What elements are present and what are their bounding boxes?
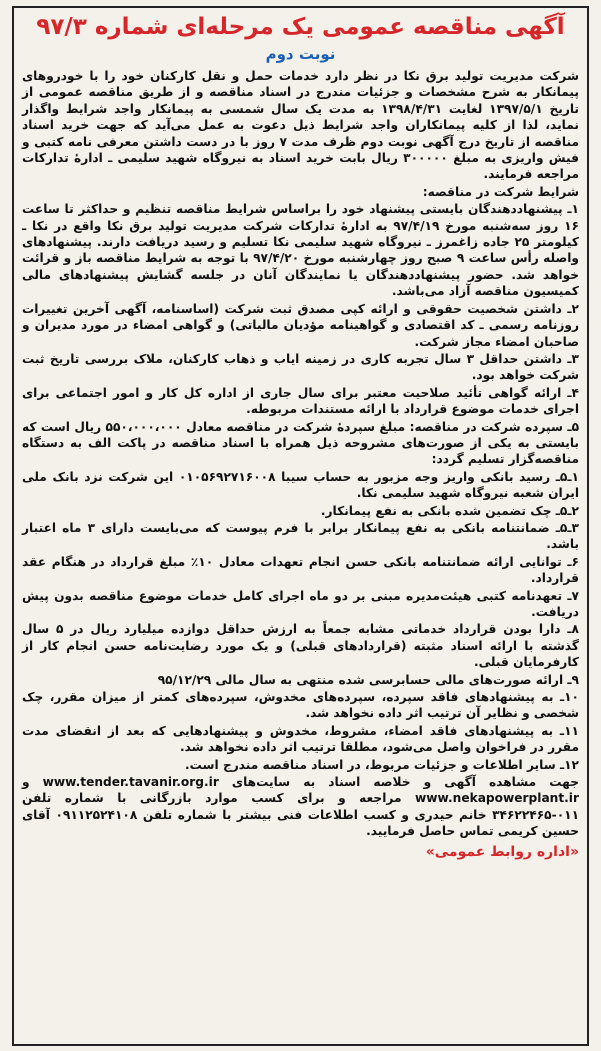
condition-item: ۱ـ۵ـ رسید بانکی واریز وجه مزبور به حساب سیبا ۰۱۰۵۶۹۲۷۱۶۰۰۸ این شرکت نزد بانک ملی ایران شعبه نیروگاه شهید سلیمی نکا. [22, 469, 579, 501]
website-link-neka[interactable]: www.nekapowerplant.ir [415, 791, 579, 806]
intro-text: در نظر دارد خدمات حمل و نقل کارکنان خود را با خودروهای پیمانکار به شرح مشخصات و جزئیات مندرج در اسناد مناقصه و از طریق مناقصه عمومی از تاریخ ۱۳۹۷/۵/۱ لغایت ۱۳۹۸/۴/۳۱ به مدت یک سال شمسی به پیمانکار واجد شرایط واگذار نماید، لذا از کلیه پیمانکاران واجد شرایط ذیل دعوت به عمل می‌آید که جهت خرید اسناد مناقصه از تاریخ درج آگهی نوبت دوم ظرف مدت ۷ روز با در دست داشتن معرفی نامه کتبی و فیش واریزی به مبلغ ۳۰۰۰۰۰ ریال بابت خرید اسناد به نیروگاه شهید سلیمی ـ ادارهٔ تدارکات مراجعه فرمایند. [22, 69, 579, 182]
condition-item: ۸ـ دارا بودن قرارداد خدماتی مشابه جمعاً به ارزش حداقل دوازده میلیارد ریال در ۵ سال گذشته با ارائه اسناد مثبته (قراردادهای قبلی) و یک مورد رضایت‌نامه حسن انجام کار از کارفرمایان قبلی. [22, 622, 579, 670]
advertisement-frame [12, 6, 589, 1046]
closing-paragraph: جهت مشاهده آگهی و خلاصه اسناد به سایت‌های www.tender.tavanir.org.ir و www.nekapowerplant.ir مراجعه و برای کسب موارد بازرگانی با شماره تلفن ۰۱۱-۳۴۶۲۲۴۶۵ خانم حیدری و کسب اطلاعات فنی بیشتر با شماره تلفن ۰۹۱۱۲۵۲۴۱۰۸ آقای حسین کریمی تماس حاصل فرمایید. [22, 775, 580, 839]
website-link-tender[interactable]: www.tender.tavanir.org.ir [42, 775, 219, 790]
condition-item: ۹ـ ارائه صورت‌های مالی حسابرسی شده منتهی به سال مالی ۹۵/۱۲/۲۹ [157, 672, 579, 687]
company-name: شرکت مدیریت تولید برق نکا [403, 69, 580, 83]
condition-item: ۵ـ سپرده شرکت در مناقصه: مبلغ سپردهٔ شرکت در مناقصه معادل ۵۵۰،۰۰۰،۰۰۰ ریال است که بایستی به یکی از صورت‌های مشروحه ذیل همراه با اسناد مناقصه در پاکت الف به دستگاه مناقصه‌گزار تسلیم گردد: [22, 419, 580, 467]
phone-number-technical: ۰۹۱۱۲۵۲۴۱۰۸ [55, 807, 138, 822]
closing-text-3: خانم حیدری و کسب اطلاعات فنی بیشتر با شماره تلفن [142, 807, 487, 822]
condition-item: ۳ـ۵ـ ضمانتنامه بانکی به نفع پیمانکار برابر با فرم پیوست که می‌بایست دارای ۳ ماه اعتبار باشد. [22, 520, 579, 552]
condition-item: ۳ـ داشتن حداقل ۳ سال تجربه کاری در زمینه ایاب و ذهاب کارکنان، ملاک بررسی تاریخ ثبت شرکت خواهد بود. [22, 351, 579, 383]
condition-item: ۱۱ـ به پیشنهادهای فاقد امضاء، مشروط، مخدوش و پیشنهادهایی که بعد از انقضای مدت مقرر در فراخوان واصل می‌شود، مطلقا ترتیب اثر داده نخواهد شد. [22, 723, 579, 755]
closing-text-1: جهت مشاهده آگهی و خلاصه اسناد به سایت‌های [231, 775, 579, 790]
page-title: آگهی مناقصه عمومی یک مرحله‌ای شماره ۹۷/۳ [36, 14, 565, 40]
condition-item: ۱۰ـ به پیشنهادهای فاقد سپرده، سپرده‌های مخدوش، سپرده‌های کمتر از میزان مقرر، چک شخصی و نظایر آن ترتیب اثر داده نخواهد شد. [22, 690, 579, 721]
condition-item: ۴ـ ارائه گواهی تأئید صلاحیت معتبر برای سال جاری از اداره کل کار و امور اجتماعی برای اجرای خدمات موضوع قرارداد با ارائه مستندات مربوطه. [22, 385, 579, 417]
signature: «اداره روابط عمومی» [425, 843, 579, 860]
condition-item: ۶ـ توانایی ارائه ضمانتنامه بانکی حسن انجام تعهدات معادل ۱۰٪ مبلغ قرارداد در هنگام عقد قرارداد. [22, 554, 579, 586]
condition-item: ۱ـ پیشنهاددهندگان بایستی پیشنهاد خود را براساس شرایط مناقصه تنظیم و حداکثر تا ساعت ۱۶ روز سه‌شنبه مورخ ۹۷/۴/۱۹ به ادارهٔ تدارکات شرکت مدیریت تولید برق نکا واقع در نکا ـ کیلومتر ۲۵ جاده زاغمرز ـ نیروگاه شهید سلیمی نکا تسلیم و رسید دریافت دارند. پیشنهادهای واصله رأس ساعت ۹ صبح روز چهارشنبه مورخ ۹۷/۴/۲۰ با توجه به شرایط مناقصه باز و قرائت خواهد شد. حضور پیشنهاددهندگان یا نمایندگان آنان در جلسه گشایش پیشنهادهای مالی کمیسیون مناقصه آزاد می‌باشد. [22, 202, 579, 299]
condition-item: ۷ـ تعهدنامه کتبی هیئت‌مدیره مبنی بر دو ماه اجرای کامل خدمات موضوع مناقصه بدون پیش دریافت. [22, 588, 579, 619]
intro-paragraph [22, 68, 579, 183]
condition-item: ۲ـ داشتن شخصیت حقوقی و ارائه کپی مصدق ثبت شرکت (اساسنامه، آگهی آخرین تغییرات روزنامه رسمی ـ کد اقتصادی و گواهینامه مؤدیان مالیاتی) و گواهی امضاء در مورد مدیران و صاحبان امضاء مجاز شرکت. [22, 301, 579, 349]
conditions-heading: شرایط شرکت در مناقصه: [422, 184, 579, 199]
condition-item: ۱۲ـ سایر اطلاعات و جزئیات مربوط، در اسناد مناقصه مندرج است. [185, 757, 579, 772]
advertisement-body [22, 68, 579, 840]
page-subtitle: نوبت دوم [265, 45, 336, 63]
closing-text-2: مراجعه و برای کسب موارد بازرگانی با شماره تلفن [22, 791, 402, 806]
condition-item: ۲ـ۵ـ چک تضمین شده بانکی به نفع پیمانکار. [320, 503, 579, 518]
closing-text-4: آقای حسین کریمی تماس حاصل فرمایید. [22, 807, 579, 839]
phone-number-commercial: ۰۱۱-۳۴۶۲۲۴۶۵ [492, 807, 580, 822]
